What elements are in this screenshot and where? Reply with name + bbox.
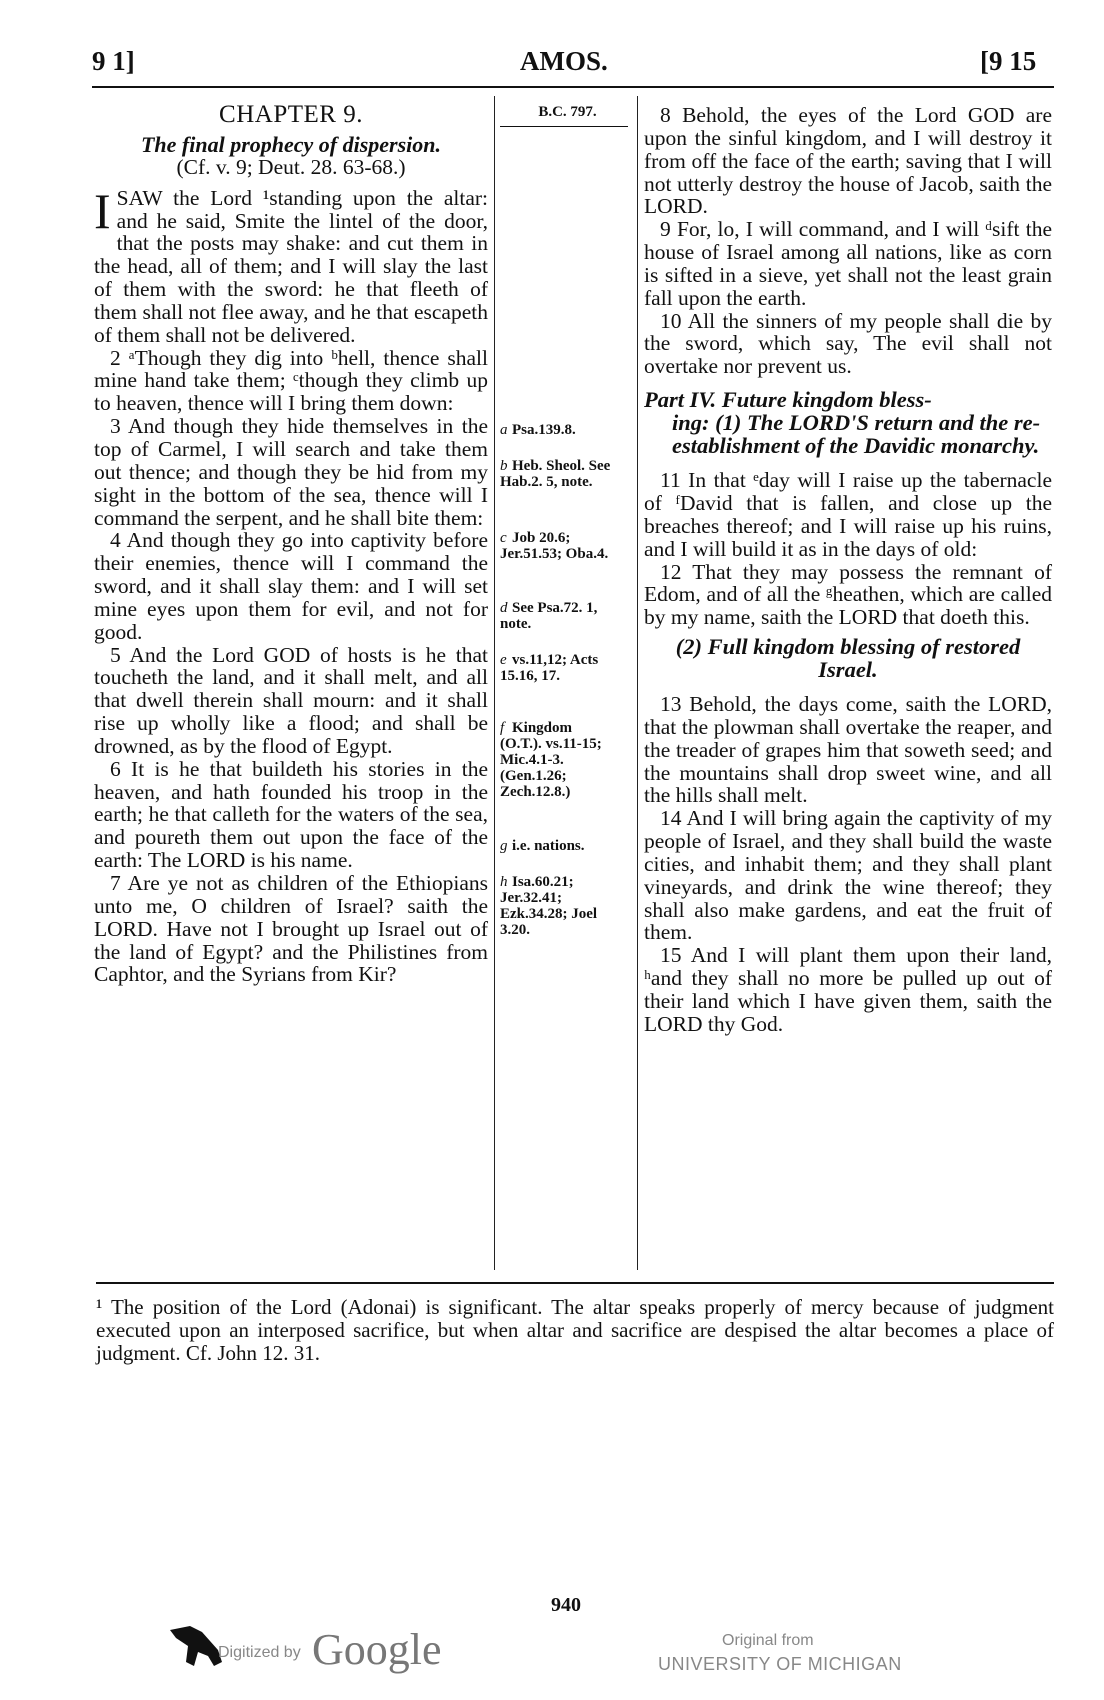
- margin-date: B.C. 797.: [538, 104, 597, 120]
- verse-9: 9 For, lo, I will command, and I will ᵈsift the house of Israel among all nations, like as corn is sifted in a sieve, yet shall not the least grain fall upon the earth.: [644, 217, 1052, 310]
- chapter-subtitle: The final prophecy of dispersion.: [140, 131, 442, 157]
- column-divider-right: [637, 96, 638, 1270]
- margin-note-g: g i.e. nations.: [500, 838, 585, 854]
- margin-note-e: e vs.11,12; Acts 15.16, 17.: [500, 652, 599, 684]
- footnote: ¹ The position of the Lord (Adonai) is significant. The altar speaks properly of mercy because of judgment executed upon an interposed sacrifice, but when altar and sacrifice are despised the altar becomes a place of judgment. Cf. John 12. 31.: [96, 1295, 1054, 1365]
- verse-15: 15 And I will plant them upon their land, ʰand they shall no more be pulled up out of their land which I have given them, saith the LORD thy God.: [644, 943, 1052, 1036]
- drop-cap: I: [94, 182, 111, 239]
- verse-1: ISAW the Lord ¹standing upon the altar: and he said, Smite the lintel of the door, that the posts may shake: and cut them in the head, all of them; and I will slay the last of them with the sword: he that fleeth of them shall not flee away, and he that escapeth of them shall not be delivered.: [94, 182, 488, 347]
- verse-2: 2 ᵃThough they dig into ᵇhell, thence shall mine hand take them; ᶜthough they climb up to heaven, thence will I bring them down:: [94, 345, 488, 416]
- watermark-digitized: Digitized by: [218, 1644, 301, 1661]
- watermark-university: UNIVERSITY OF MICHIGAN: [658, 1654, 902, 1674]
- verse-10: 10 All the sinners of my people shall die by the sword, which say, The evil shall not overtake nor prevent us.: [644, 308, 1052, 379]
- margin-note-c: c Job 20.6; Jer.51.53; Oba.4.: [500, 530, 609, 562]
- verse-13: 13 Behold, the days come, saith the LORD, that the plowman shall overtake the reaper, and the treader of grapes him that soweth seed; and the mountains shall drop sweet wine, and all the hills shall melt.: [644, 692, 1052, 808]
- watermark-original-from: Original from: [722, 1632, 814, 1649]
- running-header-left: 9 1]: [92, 46, 135, 76]
- running-header-right: [9 15: [980, 46, 1037, 76]
- page-number: 940: [551, 1594, 581, 1616]
- chapter-heading: CHAPTER 9.: [219, 101, 363, 128]
- running-header-title: AMOS.: [520, 46, 608, 76]
- margin-note-f: f Kingdom (O.T.). vs.11-15; Mic.4.1-3. (Gen.1.26; Zech.12.8.): [500, 720, 602, 800]
- header-rule: [92, 86, 1054, 88]
- footnote-rule: [96, 1282, 1054, 1284]
- margin-note-d: d See Psa.72. 1, note.: [500, 600, 598, 632]
- verse-7: 7 Are ye not as children of the Ethiopians unto me, O children of Israel? saith the LORD. Have not I brought up Israel out of the land of Egypt? and the Philistines from Caphtor, and the Syrians from Kir?: [94, 871, 488, 987]
- verse-6: 6 It is he that buildeth his stories in the heaven, and hath founded his troop in the earth; he that calleth for the waters of the sea, and poureth them out upon the face of the earth: The LORD is his name.: [94, 756, 488, 873]
- verse-4: 4 And though they go into captivity before their enemies, thence will I command the sword, and it shall slay them: and I will set mine eyes upon them for evil, and not for good.: [94, 528, 488, 644]
- verse-14: 14 And I will bring again the captivity of my people of Israel, and they shall build the waste cities, and inhabit them; and they shall plant vineyards, and drink the wine thereof; they shall also make gardens, and eat the fruit of them.: [644, 806, 1052, 945]
- right-column: [644, 104, 1052, 1036]
- column-divider-left: [494, 96, 495, 1270]
- verse-11: 11 In that ᵉday will I raise up the tabernacle of ᶠDavid that is fallen, and close up the breaches thereof; and I will raise up his ruins, and I will build it as in the days of old:: [644, 468, 1052, 561]
- margin-note-h: h Isa.60.21; Jer.32.41; Ezk.34.28; Joel 3.20.: [500, 874, 598, 938]
- margin-note-b: b Heb. Sheol. See Hab.2. 5, note.: [500, 458, 611, 490]
- verse-12: 12 That they may possess the remnant of Edom, and of all the ᵍheathen, which are called by my name, saith the LORD that doeth this.: [644, 559, 1052, 630]
- verse-5: 5 And the Lord GOD of hosts is he that toucheth the land, and it shall melt, and all that dwell therein shall mourn: and it shall rise up wholly like a flood; and shall be drowned, as by the flood of Egypt.: [94, 642, 488, 758]
- verse-3: 3 And though they hide themselves in the top of Carmel, I will search and take them out thence; and though they be hid from my sight in the bottom of the sea, thence will I command the serpent, and he shall bite them:: [94, 414, 488, 530]
- marginal-references: [500, 104, 635, 1004]
- chapter-crossref: (Cf. v. 9; Deut. 28. 63-68.): [176, 154, 406, 179]
- section-heading-part-4: Part IV. Future kingdom bless- ing: (1) The LORD'S return and the re-establishment of the Davidic monarchy.: [644, 387, 1041, 459]
- margin-note-a: a Psa.139.8.: [500, 422, 576, 438]
- left-column: [94, 101, 488, 987]
- section-heading-full-blessing: (2) Full kingdom blessing of restored Israel.: [675, 634, 1021, 683]
- margin-date-rule: [500, 126, 628, 127]
- verse-8: 8 Behold, the eyes of the Lord GOD are upon the sinful kingdom, and I will destroy it from off the face of the earth; saving that I will not utterly destroy the house of Jacob, saith the LORD.: [644, 103, 1052, 219]
- watermark-google-logo: Google: [312, 1625, 442, 1674]
